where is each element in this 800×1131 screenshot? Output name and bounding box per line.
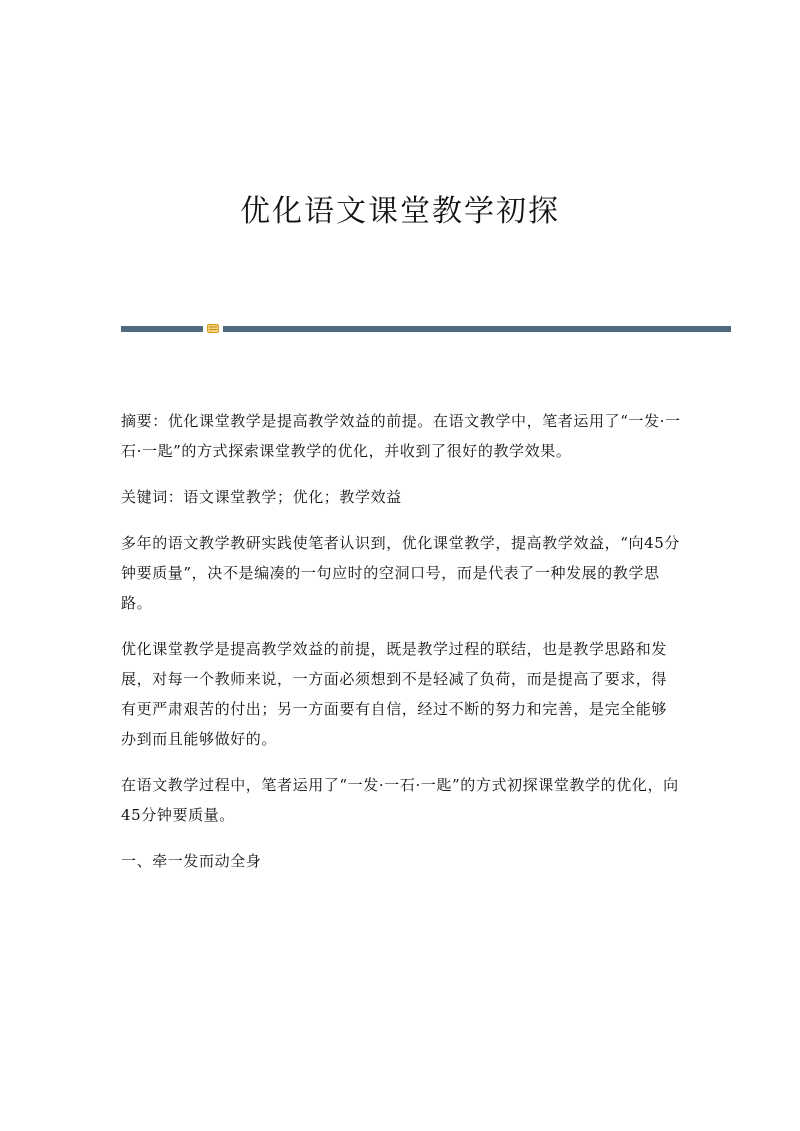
body-paragraph: 优化课堂教学是提高教学效益的前提，既是教学过程的联结，也是教学思路和发展，对每一个教师来说，一方面必须想到不是轻减了负荷，而是提高了要求，得有更严肃艰苦的付出；另一方面要有自信，经过不断的努力和完善，是完全能够办到而且能够做好的。 [121, 640, 668, 748]
divider-bar-right [223, 326, 731, 332]
keywords-paragraph: 关键词：语文课堂教学；优化；教学效益 [121, 488, 402, 506]
divider-bar-left [121, 326, 203, 332]
section-heading: 一、牵一发而动全身 [121, 852, 262, 870]
document-title: 优化语文课堂教学初探 [240, 194, 560, 229]
body-paragraph: 多年的语文教学教研实践使笔者认识到，优化课堂教学，提高教学效益，“向45分钟要质量”，决不是编凑的一句应时的空洞口号，而是代表了一种发展的教学思路。 [121, 534, 680, 612]
abstract-paragraph: 摘要：优化课堂教学是提高教学效益的前提。在语文教学中，笔者运用了“一发·一石·一匙”的方式探索课堂教学的优化，并收到了很好的教学效果。 [121, 412, 681, 460]
title-divider [121, 325, 731, 333]
document-body [121, 406, 681, 892]
divider-emblem-icon [207, 323, 219, 334]
body-paragraph: 在语文教学过程中，笔者运用了“一发·一石·一匙”的方式初探课堂教学的优化，向45分钟要质量。 [121, 776, 679, 824]
